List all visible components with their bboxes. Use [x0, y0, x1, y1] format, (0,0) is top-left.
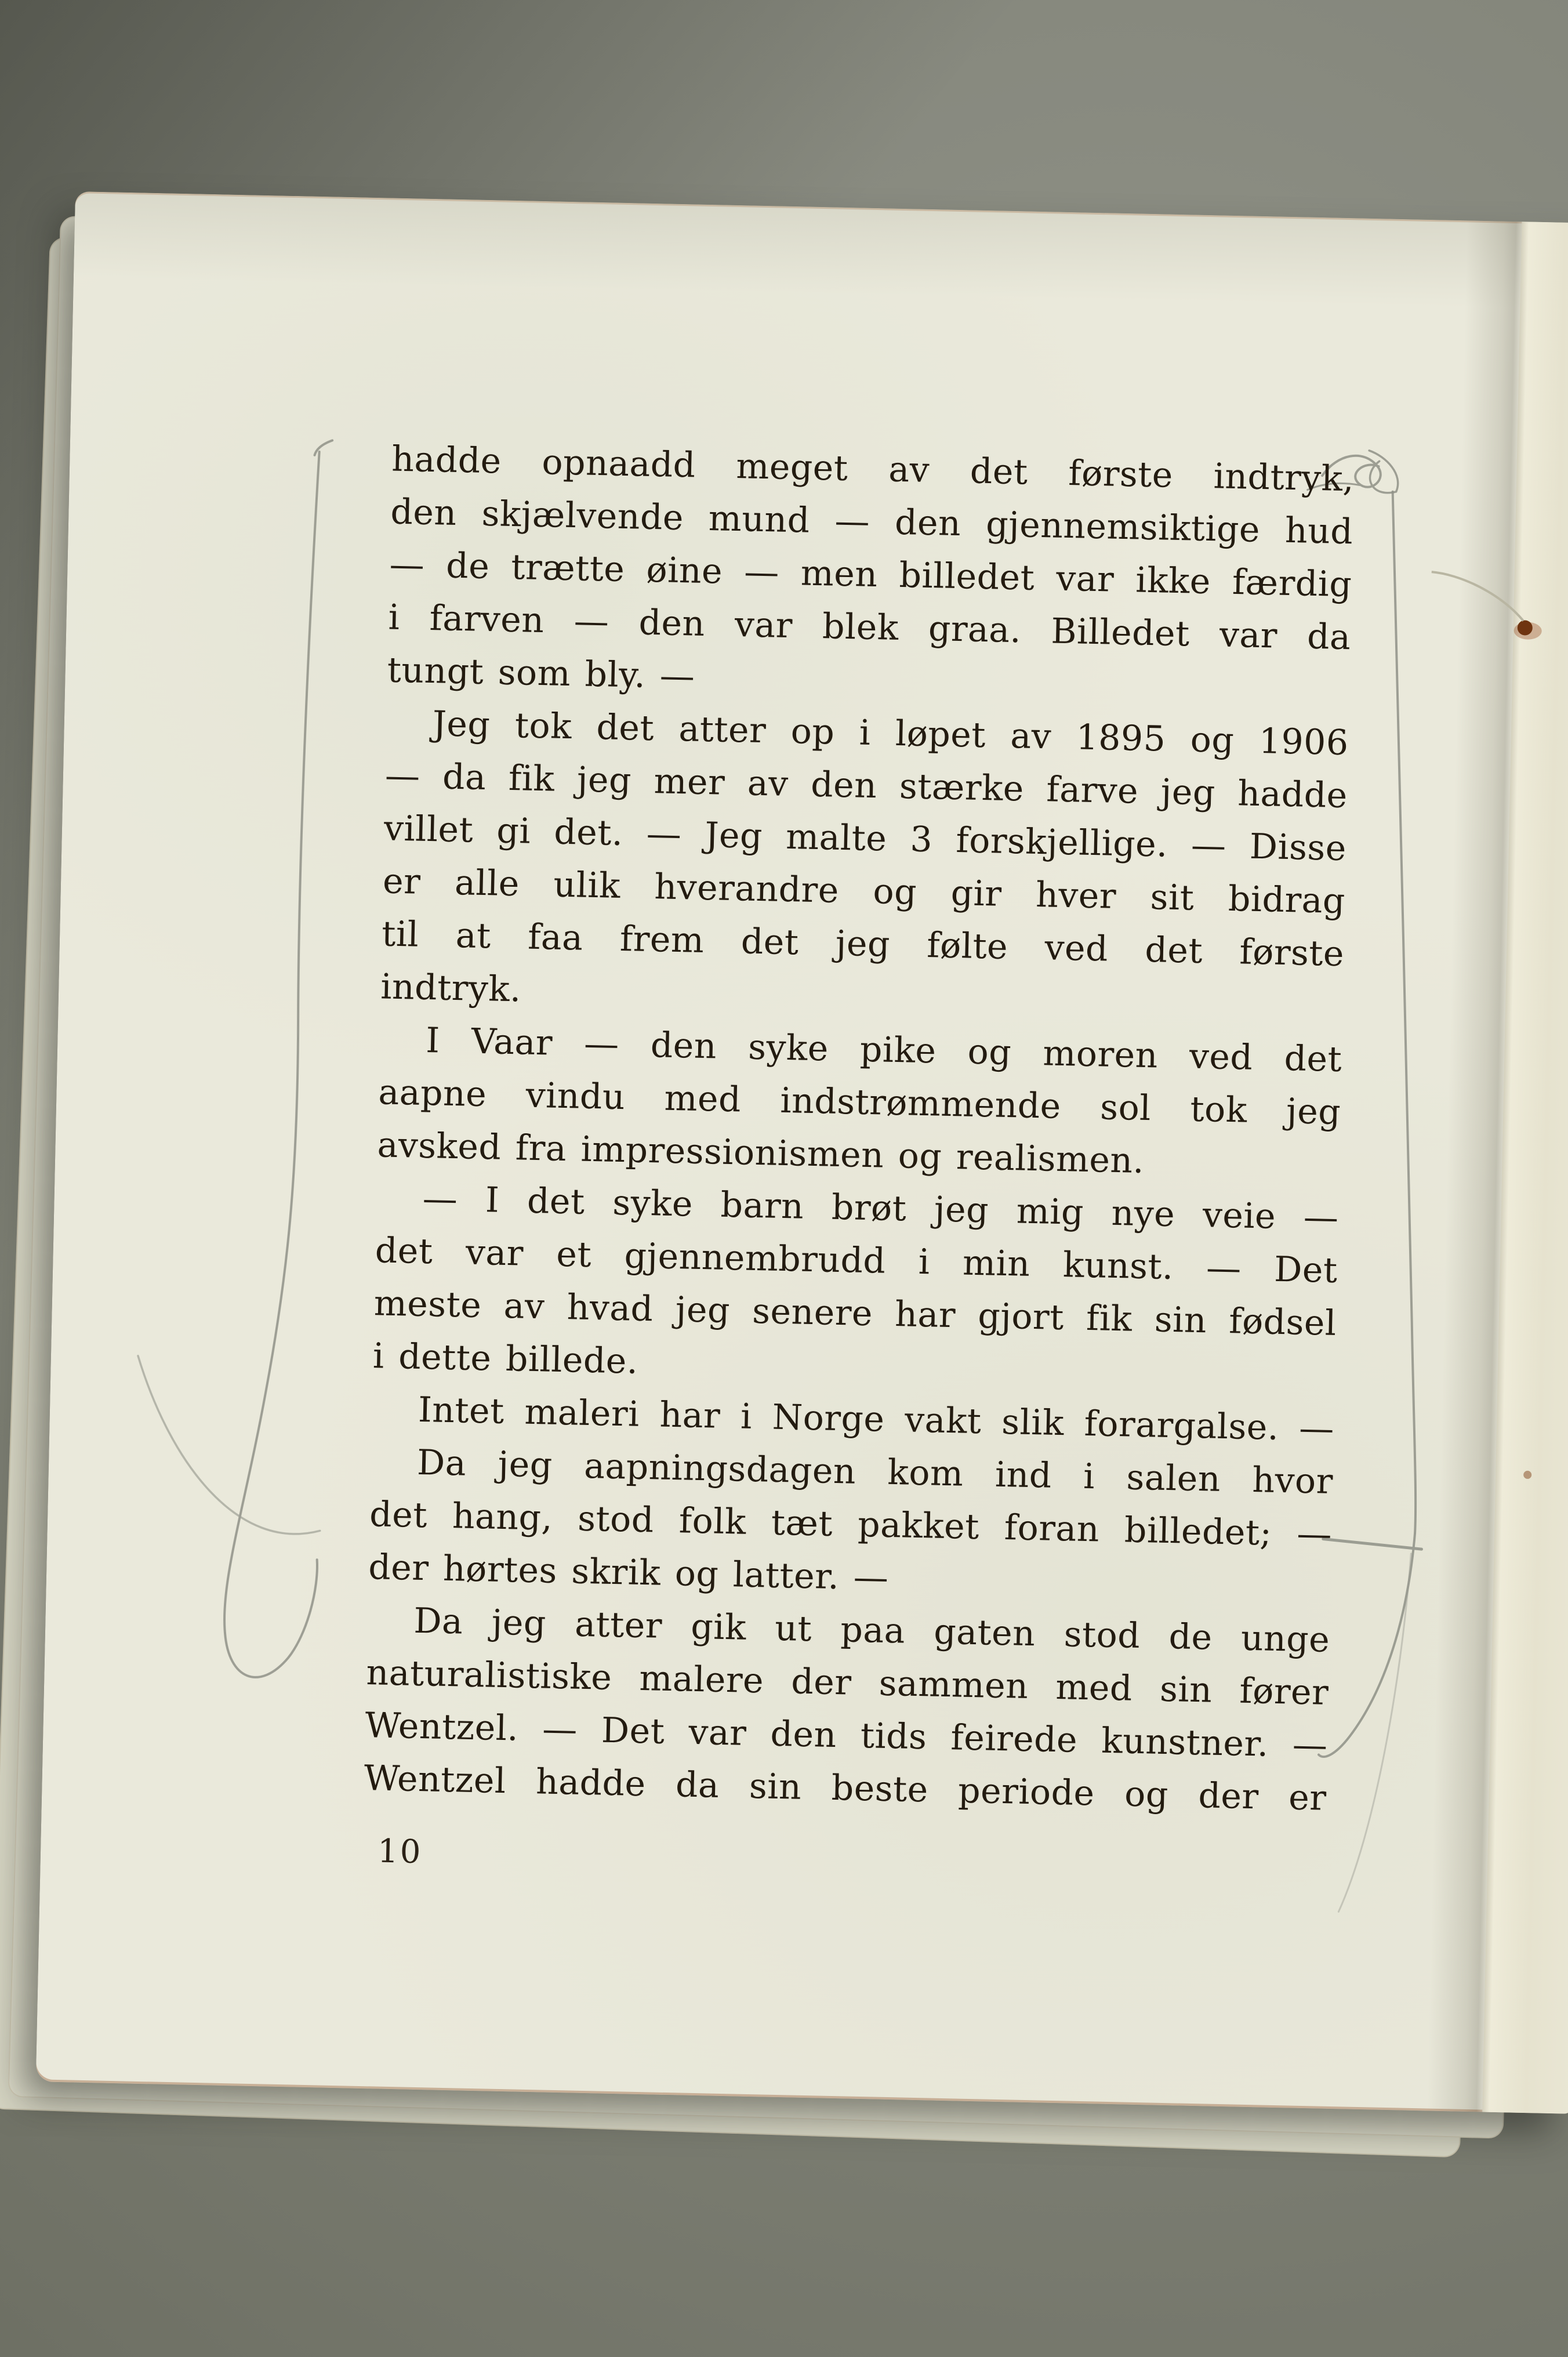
text-line: er alle ulik hverandre og gir hver sit bidrag [382, 861, 1346, 922]
text-line: til at faa frem det jeg følte ved det første [381, 913, 1345, 975]
text-line: Da jeg atter gik ut paa gaten stod de unge [413, 1600, 1330, 1660]
text-line: villet gi det. — Jeg malte 3 forskjellige. — Disse [383, 808, 1347, 869]
text-line: det hang, stod folk tæt pakket foran billedet; — [369, 1494, 1333, 1555]
page-number: 10 [377, 1832, 423, 1872]
rust-stain [1413, 572, 1551, 1479]
text-block [362, 433, 1355, 1898]
text-line: Wentzel hadde da sin beste periode og der er [364, 1758, 1327, 1819]
text-line: — de trætte øine — men billedet var ikke færdig [389, 544, 1353, 605]
text-line: I Vaar — den syke pike og moren ved det [425, 1020, 1342, 1080]
text-line: indtryk. [380, 966, 522, 1010]
text-line: i farven — den var blek graa. Billedet var da [388, 597, 1352, 658]
text-line: tungt som bly. — [387, 650, 695, 697]
text-line: der hørtes skrik og latter. — [368, 1547, 890, 1598]
text-line: i dette billede. [372, 1336, 639, 1382]
text-line: Intet maleri har i Norge vakt slik forargalse. — [418, 1389, 1335, 1449]
text-line: Jeg tok det atter op i løpet av 1895 og 1906 [432, 704, 1349, 764]
text-line: det var et gjennembrudd i min kunst. — Det [375, 1230, 1338, 1291]
text-line: meste av hvad jeg senere har gjort fik sin fødsel [373, 1283, 1337, 1344]
text-line: Wentzel. — Det var den tids feirede kunstner. — [364, 1705, 1329, 1766]
text-line: hadde opnaadd meget av det første indtryk, [391, 438, 1355, 500]
book-page [36, 191, 1568, 2114]
text-line: — I det syke barn brøt jeg mig nye veie — [422, 1178, 1340, 1239]
pencil-left-arc [131, 437, 343, 1678]
text-line: — da fik jeg mer av den stærke farve jeg hadde [384, 755, 1348, 817]
text-line: avsked fra impressionismen og realismen. [376, 1125, 1145, 1181]
text-line: den skjælvende mund — den gjennemsiktige hud [390, 491, 1353, 553]
text-line: naturalistiske malere der sammen med sin fører [365, 1652, 1329, 1713]
text-line: aapne vindu med indstrømmende sol tok jeg [378, 1072, 1341, 1133]
text-line: Da jeg aapningsdagen kom ind i salen hvor [416, 1442, 1334, 1502]
